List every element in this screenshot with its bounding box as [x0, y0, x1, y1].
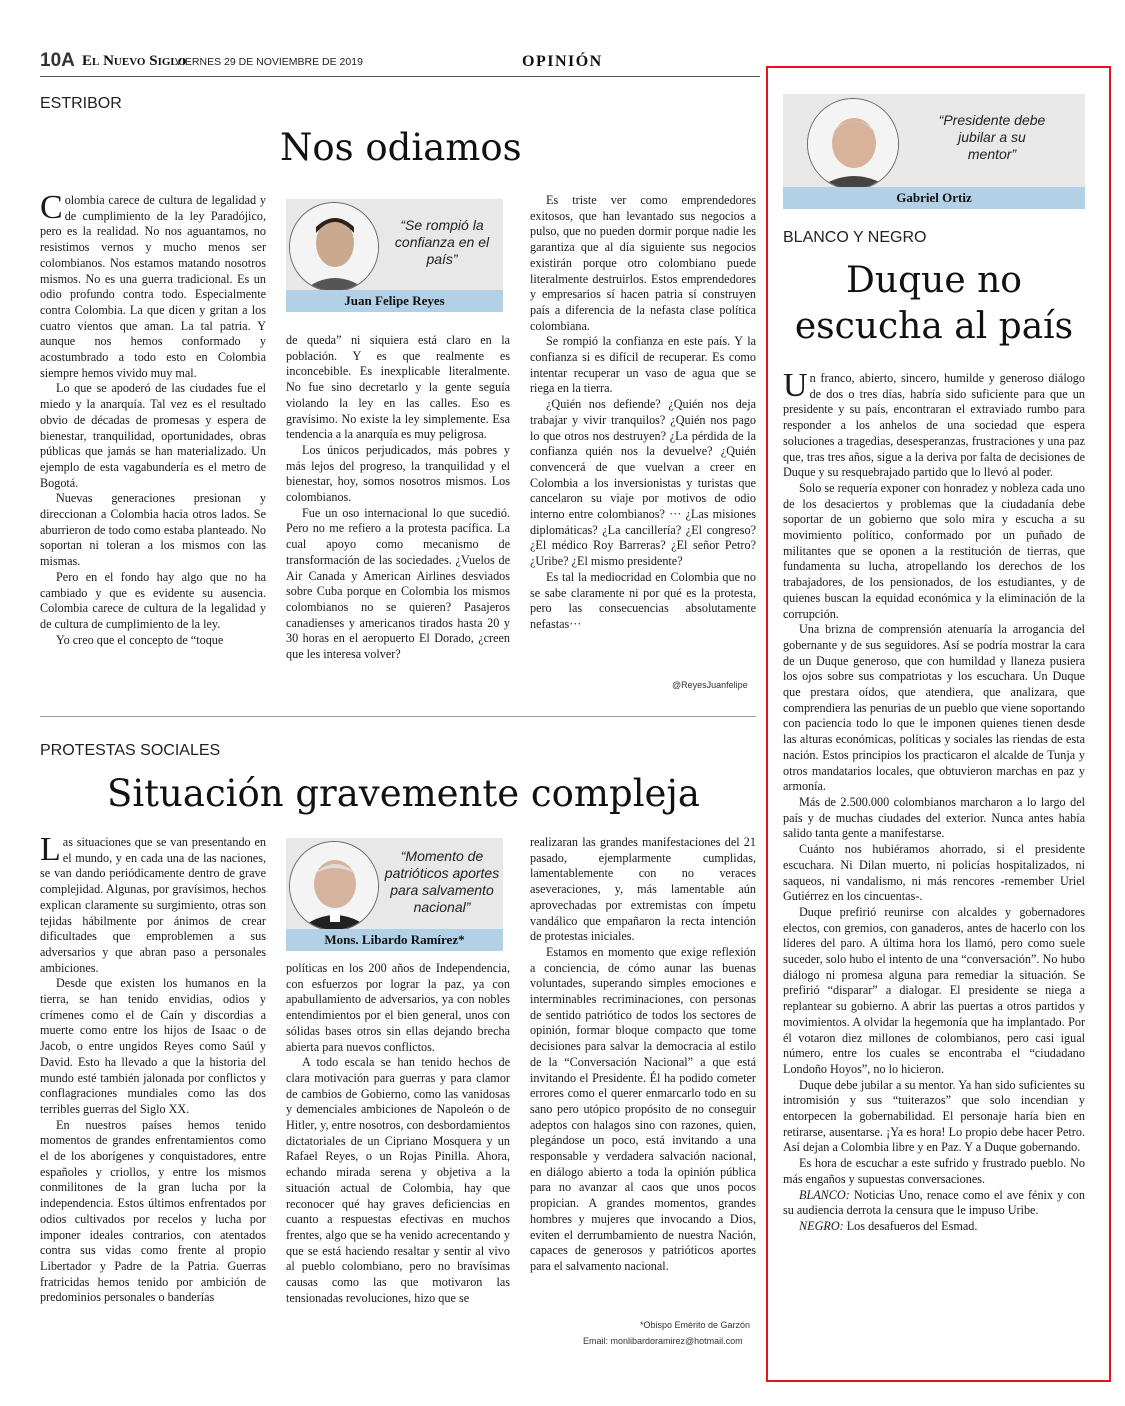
header-rule — [40, 76, 760, 77]
author-photo-ortiz — [807, 98, 899, 190]
article3-body: Un franco, abierto, sincero, humilde y generoso diálogo de dos o tres días, habría sido suficiente para que un presidente y su país, encontraran el extraviado rumbo para responder a los anhelos de una sociedad que espera soluciones a tragedias, desesperanzas, frustraciones y una paz que, tras tres años, sigue a la deriva por falta de decisiones de Duque y su resquebrajado partido que lo llevó al poder. Solo se requería exponer con honradez y nobleza cada uno de los desaciertos y problemas que la ciudadanía debe soportar de un gobierno que solo mira y escucha a su movimiento político, conformado por un puñado de militantes que se oponen a la restitución de tierras, que fundamenta su lucha, atropellando los derechos de los trabajadores, de los pensionados, de los estudiantes, y de quienes buscan la equidad económica y la eliminación de la corrupción. Una brizna de comprensión atenuaría la arrogancia del gobernante y de sus seguidores. Así se podría mostrar la cara de un Duque generoso, que con humildad y llaneza pusiera los ojos sobre sus compatriotas y los escuchara. Un Duque que prestara oídos, que atendiera, que analizara, que comprendiera las penurias de un pueblo que viene soportando con paciencia todo lo que le imponen quienes tienen desde las alturas económicas, políticas y sociales las riendas de esta nación. Estos principios los practicaron el alcalde de Tunja y otros mandatarios locales, que obtuvieron marchas en paz y armonía. Más de 2.500.000 colombianos marcharon a lo largo del país y de muchas ciudades del exterior. Nunca antes había salido tanta gente a manifestarse. Cuánto nos hubiéramos ahorrado, si el presidente escuchara. Ni Dilan muerto, ni policías hospitalizados, ni saqueos, ni vandalismo, ni más rencores -remember Uriel Gutiérrez en los cincuentas-. Duque prefirió reunirse con alcaldes y gobernadores electos, con gremios, con ganaderos, antes de hacerlo con los líderes del paro. A última hora los llamó, pero como suele suceder, solo hubo el intento de una “conversación”. No hubo diálogo ni promesa alguna para remediar la situación. Se prefirió “disparar” a dialogar. El presidente se niega a replantear su gobierno. A abrir las puertas a otros partidos y movimientos. A olvidar la hegemonía que ha implantado. Por él votaron diez millones de colombianos, pero casi igual número, entre los cuales se encontraba el “ciudadano Londoño Hoyos”, no lo hicieron. Duque debe jubilar a su mentor. Ya han sido suficientes su intromisión y sus “tuiterazos” que solo incendian y entorpecen la gobernabilidad. El personaje haría bien en retirarse, ausentarse. ¡Ya es hora! Lo propio debe hacer Petro. Así dejan a Colombia libre y en Paz. Y a Duque gobernando. Es hora de escuchar a este sufrido y frustrado pueblo. No más engaños y supuestas conversaciones. BLANCO: Noticias Uno, renace como el ave fénix y con su audiencia derrota la censura que le impuso Uribe. NEGRO: Los desafueros del Esmad. — [783, 367, 1085, 1233]
article3-headline-line2: escucha al país — [794, 306, 1074, 347]
article3-section-label: BLANCO Y NEGRO — [783, 229, 927, 246]
portrait-icon — [290, 203, 379, 292]
author-email-ramirez: Email: monlibardoramirez@hotmail.com — [583, 1336, 743, 1346]
article1-headline: Nos odiamos — [280, 126, 522, 169]
dropcap: C — [40, 189, 63, 226]
article2-column-3: realizaran las grandes manifestaciones del 21 pasado, ejemplarmente cumplidas, lamentablemente con no veraces aseveraciones, y, más lamentable aún aprovechadas por extremistas con ímpetu vandálico que empañaron la recta intención de protestas iniciales. Estamos en momento que exige reflexión a conciencia, de cómo aunar las buenas voluntades, superando simples emociones e interminables recriminaciones, con personas de sentido patriótico de todos los sectores de opinión, formar bloque compacto que tome decisiones para salvar la democracia al estilo de la “Conversación Nacional” a que está invitando el Presidente. Él ha podido cometer errores como el querer enmarcarlo todo en su sano pero utópico propósito de no conseguir adeptos con halagos sino con razones, quien, plegándose un poco, está invitando a una responsable y verdadera salvación nacional, en diálogo abierto a toda la opinión pública para no avanzar al caos que unos pocos propician. A grandes momentos, grandes hombres y mujeres que invocando a Dios, eviten el derrumbamiento de nuestra Nación, capaces de generosos y patrióticos aportes para el salvamento nacional. — [530, 835, 756, 1273]
article1-section-label: ESTRIBOR — [40, 95, 122, 112]
author-photo-ramirez — [289, 841, 379, 931]
article1-column-3: Es triste ver como emprendedores exitosos, que han levantado sus negocios a pulso, que no pueden dormir porque nadie les garantiza que al día siguiente sus negocios existirán porque otro colombiano puede literalmente destruirlos. Estos emprendedores y empresarios sí hacen patria sí construyen país a diferencia de la nefasta clase política colombiana. Se rompió la confianza en este país. Y la confianza si es difícil de recuperar. Es como intentar recuperar un vaso de agua que se riega en la tierra. ¿Quién nos defiende? ¿Quién nos deja trabajar y vivir tranquilos? ¿Quién nos pago lo que otros nos destruyen? ¿La pérdida de la confianza quién nos la devuelve? ¿Quién convencerá de que vuelvan a creer en Colombia a los inversionistas y turistas que cancelaron su viaje por motivos de odio interno entre colombianos? ··· ¿Las misiones diplomáticas? ¿La cancillería? ¿El congreso? ¿El médico Roy Barreras? ¿El señor Petro? ¿Uribe? ¿El mismo presidente? Es tal la mediocridad en Colombia que no se sabe claramente ni por qué es la protesta, pero las consecuencias absolutamente nefastas··· — [530, 193, 756, 631]
article2-column-1: Las situaciones que se van presentando en el mundo, y en cada una de las naciones, se van dando periódicamente dentro de grave complejidad. Algunas, por gravísimos, hechos explican claramente su surgimiento, otras son tejidas hábilmente por ánimos de crear dificultades que emproblemen a sus adversarios y que abran paso a personales ambiciones. Desde que existen los humanos en la tierra, se han tenido envidias, odios y crímenes como el de Caín y discordias a muerte como entre los hijos de Isaac o de Jacob, o entre ungidos Reyes como Saúl y David. Esto ha llevado a que la historia del mundo esté también jalonada por conflictos y conflagraciones mundiales como las dos terribles guerras del Siglo XX. En nuestros países hemos tenido momentos de grandes enfrentamientos como el de los aborígenes y conquistadores, entre españoles y criollos, y entre los mismos conmilitones de la gran lucha por la independencia. Estos últimos enfrentados por odios cultivados por recelos y lucha por imponer ideales contrarios, con atentados contra sus vidas como frente al propio Libertador y Padre de la Patria. Guerras fratricidas hemos tenido por ambición de predominios personales o banderías — [40, 831, 266, 1305]
pull-quote-reyes: “Se rompió la confianza en el país” — [394, 217, 490, 267]
author-note-ramirez: *Obispo Emérito de Garzón — [640, 1320, 751, 1330]
dropcap: L — [40, 831, 61, 868]
author-name-ramirez: Mons. Libardo Ramírez* — [286, 929, 503, 951]
article3-headline-line1: Duque no — [846, 260, 1022, 301]
author-name-reyes: Juan Felipe Reyes — [286, 290, 503, 312]
author-name-ortiz: Gabriel Ortiz — [783, 187, 1085, 209]
author-box-ramirez — [286, 838, 503, 951]
issue-date: VIERNES 29 DE NOVIEMBRE DE 2019 — [175, 56, 363, 68]
newspaper-name: El Nuevo Siglo — [82, 53, 187, 69]
section-title: OPINIÓN — [522, 53, 603, 70]
dropcap: U — [783, 367, 808, 404]
negro-note: NEGRO: Los desafueros del Esmad. — [799, 1218, 978, 1233]
author-box-reyes — [286, 199, 503, 312]
author-handle-reyes: @ReyesJuanfelipe — [672, 680, 748, 690]
article2-headline: Situación gravemente compleja — [107, 772, 700, 815]
portrait-icon — [290, 842, 379, 931]
author-box-ortiz — [783, 94, 1085, 209]
article1-column-1: Colombia carece de cultura de legalidad y de cumplimiento de la ley Paradójico, pero es la realidad. No nos aguantamos, no resistimos vernos y mucho menos ser colombianos. Nos estamos matando nosotros mismos. No es una guerra tradicional. Es un odio profundo contra todo. Especialmente contra Colombia. La que dicen y gritan a los cuatro vientos que aman. La tal patria. Y aunque nos hemos conformado y acostumbrado a todo esto en Colombia siempre hemos vivido muy mal. Lo que se apoderó de las ciudades fue el miedo y la anarquía. Tal vez es el resultado obvio de décadas de promesas y espera de bienestar, tranquilidad, oportunidades, obras públicas que jamás se han materializado. Un ejemplo de esta vagabundería es el metro de Bogotá. Nuevas generaciones presionan y direccionan a Colombia hacia otros lados. Se aburrieron de todo como estaba planteado. No soportan ni toleran a los mismos con las mismas. Pero en el fondo hay algo que no ha cambiado y que es evidente su ausencia. Colombia carece de cultura de la legalidad y de cultura de cumplimiento de la ley. Yo creo que el concepto de “toque — [40, 189, 266, 647]
article2-section-label: PROTESTAS SOCIALES — [40, 742, 221, 759]
blanco-note: BLANCO: Noticias Uno, renace como el ave fénix y con su audiencia derrota la censura que le impuso Uribe. — [783, 1187, 1085, 1218]
author-photo-reyes — [289, 202, 379, 292]
portrait-icon — [808, 99, 899, 190]
article-divider — [40, 716, 756, 717]
page-number: 10A — [40, 50, 75, 71]
article2-column-2: políticas en los 200 años de Independencia, con esfuerzos por lograr la paz, ya con apabullamiento de adversarios, ya con nobles entendimientos por el bien general, unos con sólidas bases otros sin ellas dejando brecha abierta para nuevos conflictos. A todo escala se han tenido hechos de clara motivación para guerras y para clamor de cambios de Gobierno, como las vanidosas y demenciales ambiciones de Napoleón o de Hitler, y, entre nosotros, con desbordamientos dictatoriales de un Cipriano Mosquera y un Rafael Reyes, o un Rojas Pinilla. Ahora, echando mirada serena y objetiva a la situación actual de Colombia, hay que reconocer qué hay graves deficiencias en cuanto a respuestas efectivas en muchos frentes, algo que se ha venido acrecentando y que se está haciendo resaltar y sentir al vivo al pueblo colombiano, pero no bravísimas causas como las que motivaron las tensionadas revoluciones, hizo que se — [286, 961, 510, 1305]
pull-quote-ramirez: “Momento de patrióticos aportes para salvamento nacional” — [384, 848, 500, 915]
pull-quote-ortiz: “Presidente debe jubilar a su mentor” — [938, 112, 1046, 162]
article1-column-2: de queda” ni siquiera está claro en la población. Y es que realmente es inconcebible. Es inexplicable literalmente. No fue sino decretarlo y la gente seguía violando la ley en las calles. Eso es gravísimo. No existe la ley simplemente. Esa tendencia a la anarquía es muy peligrosa. Los únicos perjudicados, más pobres y más lejos del progreso, la tranquilidad y el bienestar, hoy, somos nosotros mismos. Los colombianos. Fue un oso internacional lo que sucedió. Pero no me refiero a la protesta pacífica. La cual apoyo como mecanismo de transformación de las sociedades. ¿Vuelos de Air Canada y American Airlines desviados sobre Cuba porque en Colombia los mismos colombianos no se quieren? Pasajeros canadienses y americanos tirados hasta 20 y 30 horas en el aeropuerto El Dorado, ¿creen que les interesa volver? — [286, 333, 510, 662]
